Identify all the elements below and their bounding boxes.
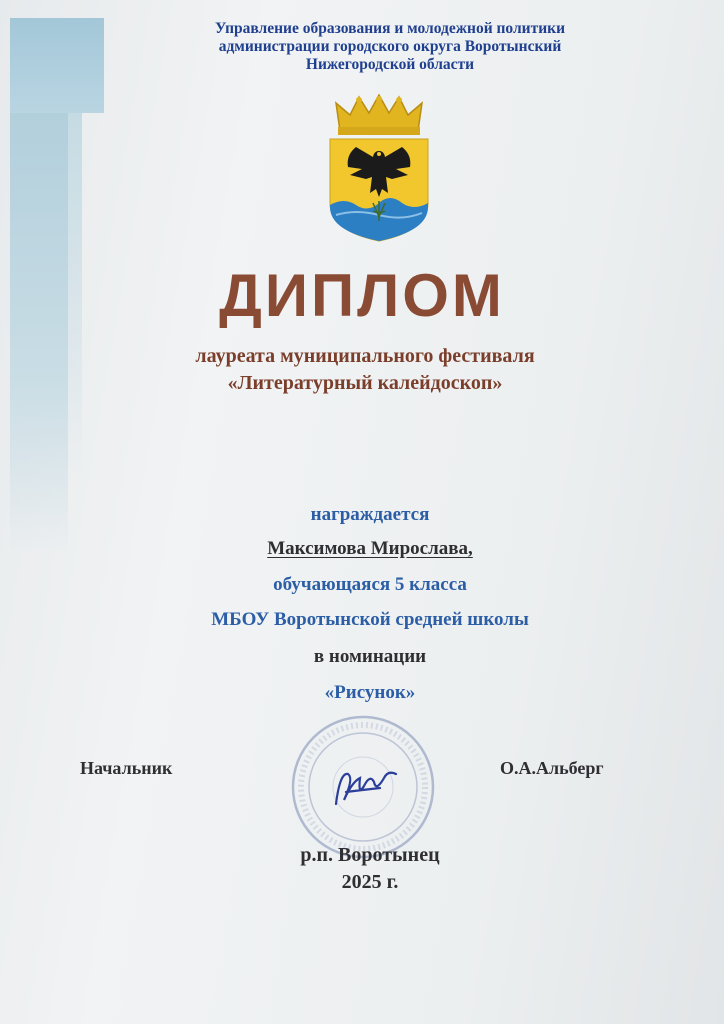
band-vertical-bar	[10, 113, 68, 553]
subtitle	[100, 343, 630, 397]
signer-position: Начальник	[80, 758, 173, 778]
handwritten-signature-icon	[336, 773, 396, 804]
issuer-line-1: Управление образования и молодежной политики	[214, 20, 566, 37]
awarded-label: награждается	[310, 504, 430, 525]
band-top-block	[10, 18, 104, 113]
issuer-line-2: администрации городского округа Воротынский	[218, 38, 562, 55]
issuer-header	[150, 20, 630, 74]
recipient-name-text: Максимова Мирослава,	[267, 538, 473, 559]
subtitle-line-2: «Литературный калейдоскоп»	[227, 372, 503, 394]
coat-of-arms-icon	[326, 93, 432, 243]
round-seal-icon	[288, 712, 438, 862]
nomination-category: «Рисунок»	[324, 682, 416, 703]
nomination-label: в номинации	[313, 646, 427, 667]
document-title: ДИПЛОМ	[219, 262, 505, 329]
issue-year: 2025 г.	[341, 871, 399, 893]
recipient-school: МБОУ Воротынской средней школы	[211, 609, 529, 630]
issuer-line-3: Нижегородской области	[305, 56, 475, 73]
subtitle-line-1: лауреата муниципального фестиваля	[195, 345, 535, 367]
recipient-class: обучающаяся 5 класса	[273, 574, 467, 595]
decorative-side-band	[10, 18, 104, 718]
issue-place: р.п. Воротынец	[300, 844, 440, 866]
recipient-name	[120, 537, 620, 561]
signer-name: О.А.Альберг	[500, 758, 604, 778]
